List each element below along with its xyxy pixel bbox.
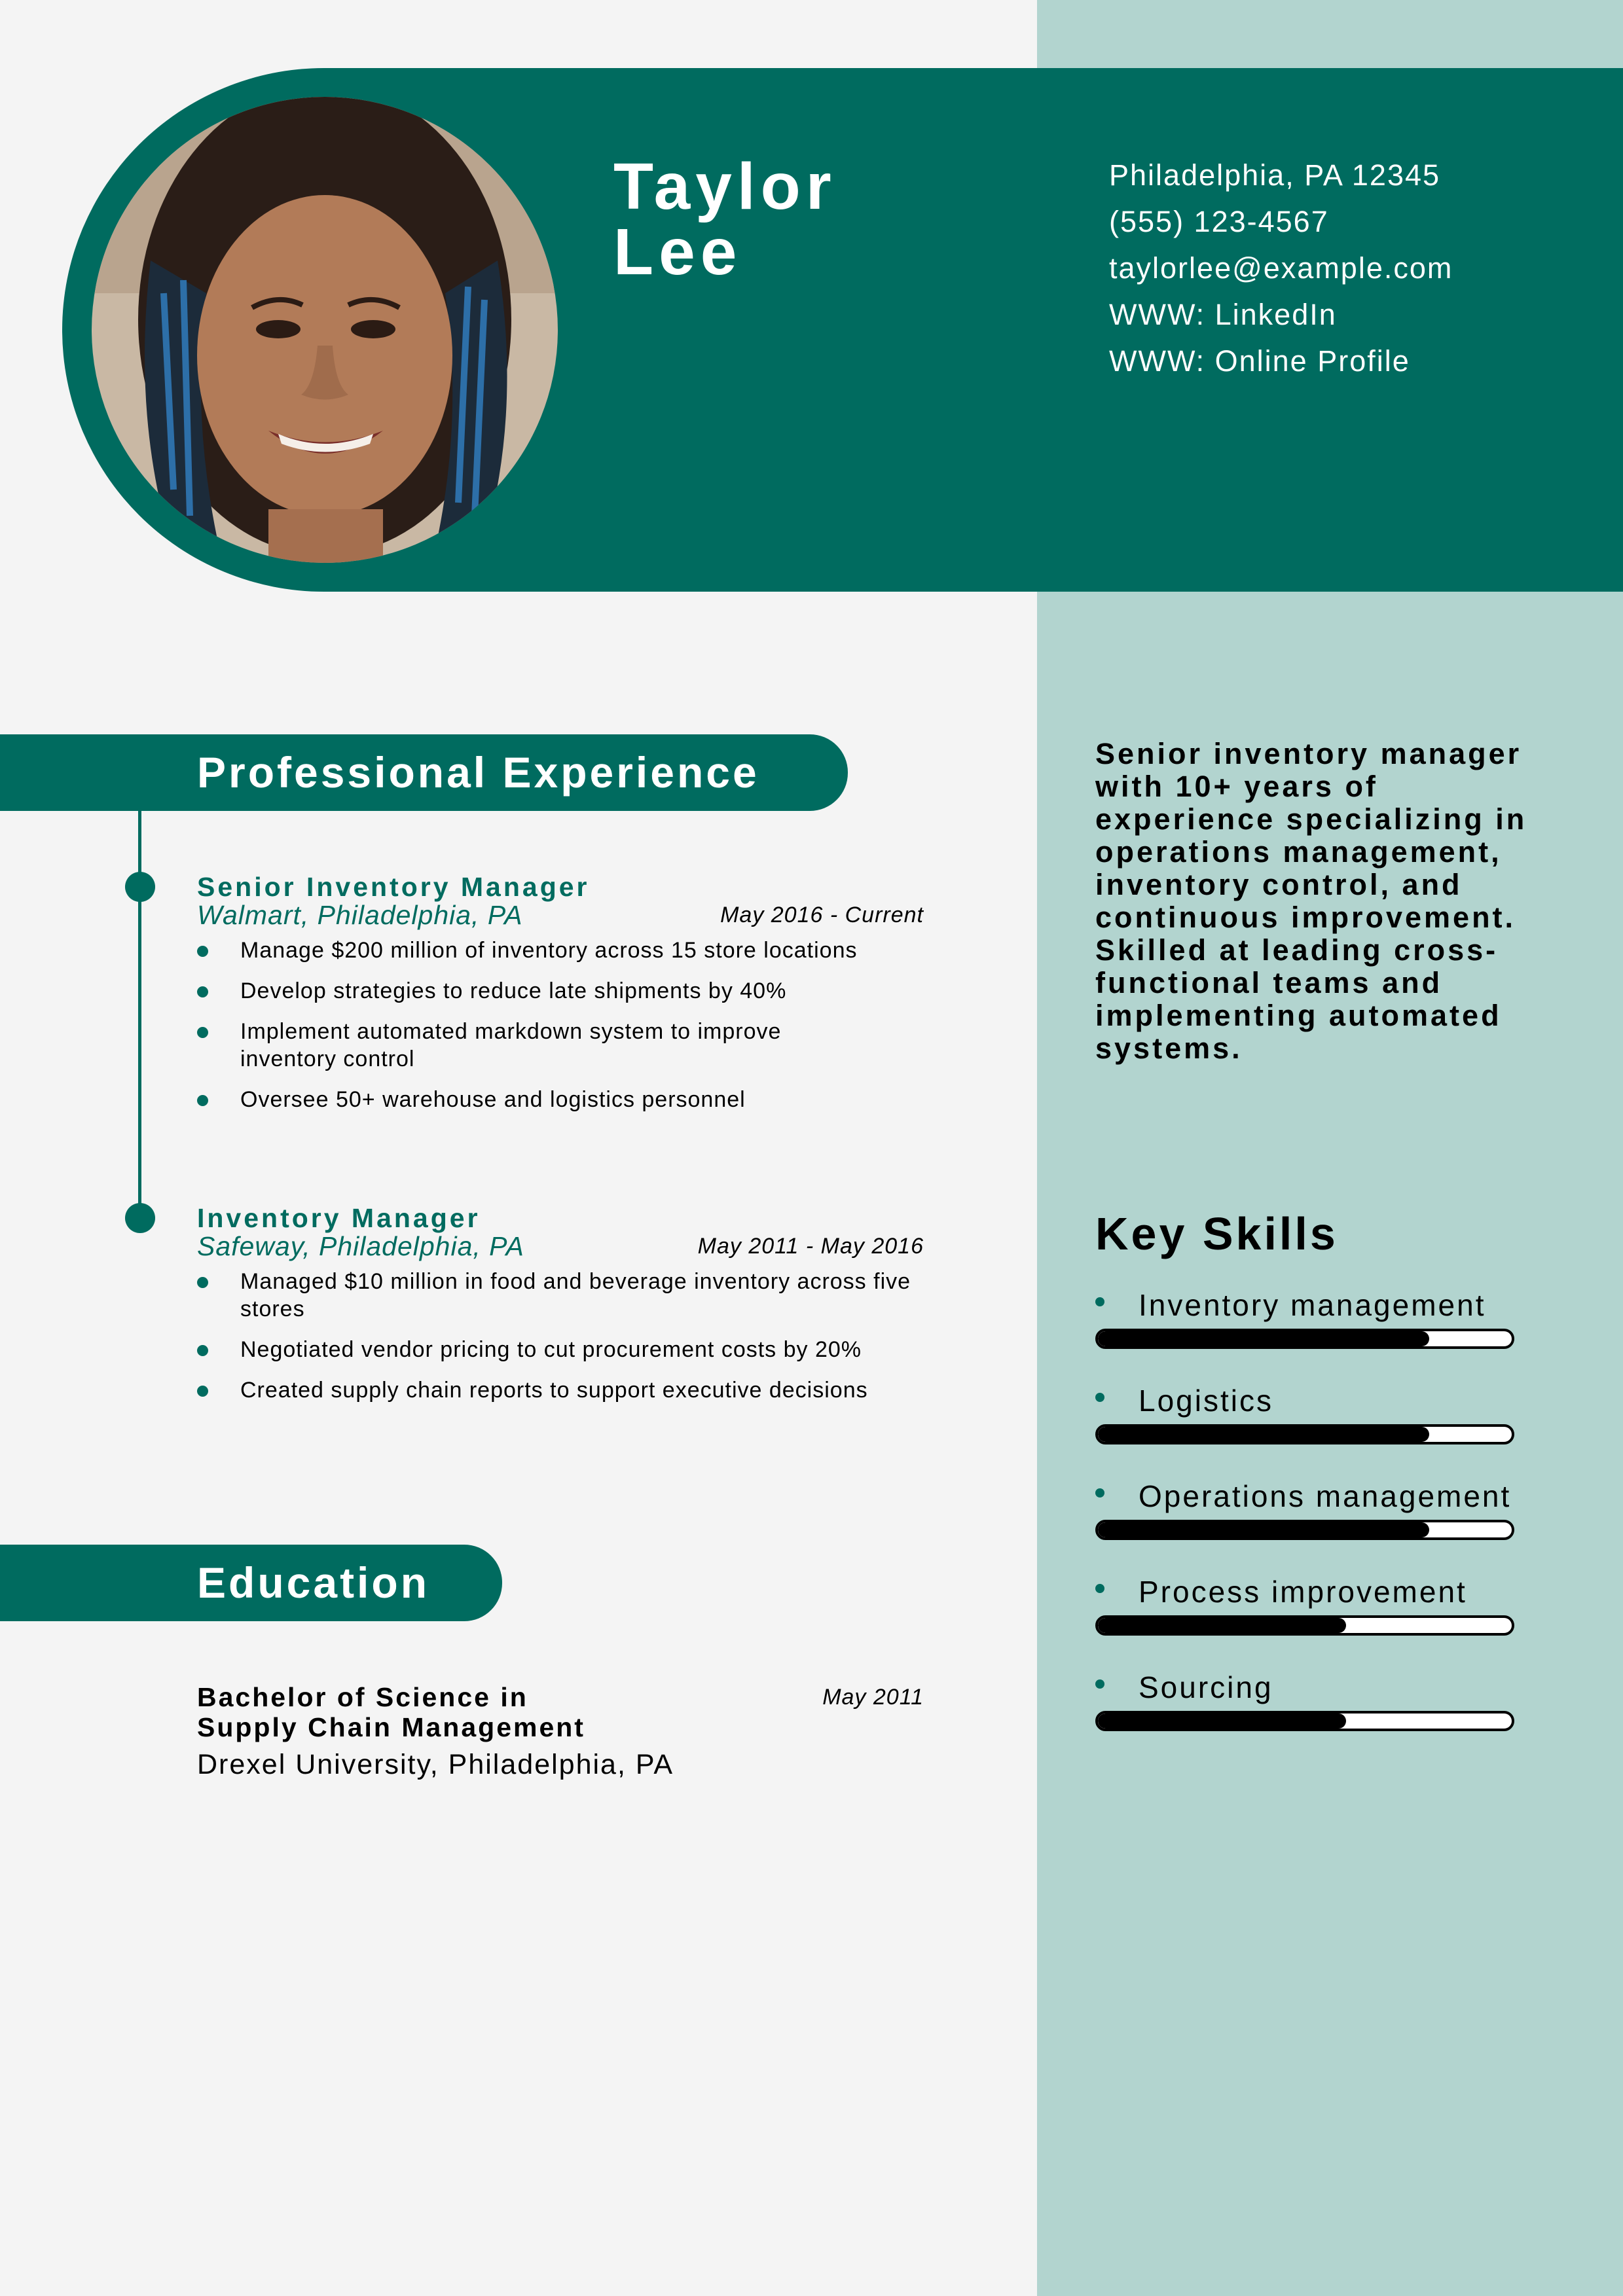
skill-label: Process improvement <box>1095 1573 1514 1610</box>
education-school: Drexel University, Philadelphia, PA <box>197 1749 674 1780</box>
bullet-item: Oversee 50+ warehouse and logistics personnel <box>197 1086 924 1113</box>
skill-item <box>1095 1287 1514 1359</box>
skill-label: Inventory management <box>1095 1287 1514 1323</box>
skill-label: Sourcing <box>1095 1669 1514 1706</box>
bullet-item: Negotiated vendor pricing to cut procurement costs by 20% <box>197 1336 924 1363</box>
job-title: Inventory Manager <box>197 1203 481 1233</box>
bullet-item: Implement automated markdown system to improve inventory control <box>197 1018 830 1073</box>
skill-level-bar <box>1095 1711 1514 1731</box>
job-bullets <box>197 1268 924 1404</box>
contact-email[interactable]: taylorlee@example.com <box>1109 251 1453 285</box>
skill-level-bar <box>1095 1615 1514 1636</box>
skill-level-fill <box>1098 1713 1346 1729</box>
job-bullets <box>197 937 924 1113</box>
job-dates: May 2016 - Current <box>720 903 924 927</box>
contact-block <box>1109 152 1453 384</box>
skill-label: Operations management <box>1095 1478 1514 1515</box>
contact-online-profile[interactable]: WWW: Online Profile <box>1109 344 1410 378</box>
job-company: Safeway, Philadelphia, PA <box>197 1231 524 1261</box>
contact-phone: (555) 123-4567 <box>1109 205 1329 238</box>
timeline-dot <box>125 1203 155 1233</box>
skill-item <box>1095 1573 1514 1645</box>
skill-level-fill <box>1098 1331 1429 1346</box>
education-section-title: Education <box>0 1545 502 1621</box>
last-name: Lee <box>613 215 742 289</box>
job-dates: May 2011 - May 2016 <box>697 1234 924 1259</box>
skills-section-title: Key Skills <box>1095 1208 1338 1259</box>
job-company: Walmart, Philadelphia, PA <box>197 900 523 930</box>
education-entry <box>197 1682 924 1784</box>
professional-summary: Senior inventory manager with 10+ years of experience specializing in operations management, inventory control, and continuous improvement. Skilled at leading cross-functional teams and implementing automated systems. <box>1095 737 1527 1065</box>
bullet-item: Managed $10 million in food and beverage inventory across five stores <box>197 1268 921 1323</box>
contact-address: Philadelphia, PA 12345 <box>1109 158 1441 192</box>
bullet-item: Created supply chain reports to support executive decisions <box>197 1376 924 1404</box>
job-title: Senior Inventory Manager <box>197 872 590 902</box>
profile-photo <box>92 97 558 563</box>
skill-label: Logistics <box>1095 1382 1514 1419</box>
job-entry-1 <box>197 872 924 1126</box>
education-date: May 2011 <box>822 1685 924 1710</box>
skill-level-fill <box>1098 1427 1429 1442</box>
experience-section-title: Professional Experience <box>0 734 848 811</box>
contact-linkedin[interactable]: WWW: LinkedIn <box>1109 298 1337 331</box>
education-degree: Bachelor of Science in Supply Chain Management <box>197 1682 585 1742</box>
skill-item <box>1095 1382 1514 1454</box>
skill-item <box>1095 1478 1514 1550</box>
skill-level-fill <box>1098 1618 1346 1633</box>
skill-level-bar <box>1095 1329 1514 1349</box>
bullet-item: Develop strategies to reduce late shipments by 40% <box>197 977 924 1005</box>
skill-level-fill <box>1098 1522 1429 1537</box>
job-entry-2 <box>197 1204 924 1417</box>
timeline-dot <box>125 872 155 902</box>
first-name: Taylor <box>613 150 837 223</box>
skill-level-bar <box>1095 1424 1514 1444</box>
skill-level-bar <box>1095 1520 1514 1540</box>
candidate-name <box>613 150 837 289</box>
bullet-item: Manage $200 million of inventory across 15 store locations <box>197 937 924 964</box>
skill-item <box>1095 1669 1514 1741</box>
